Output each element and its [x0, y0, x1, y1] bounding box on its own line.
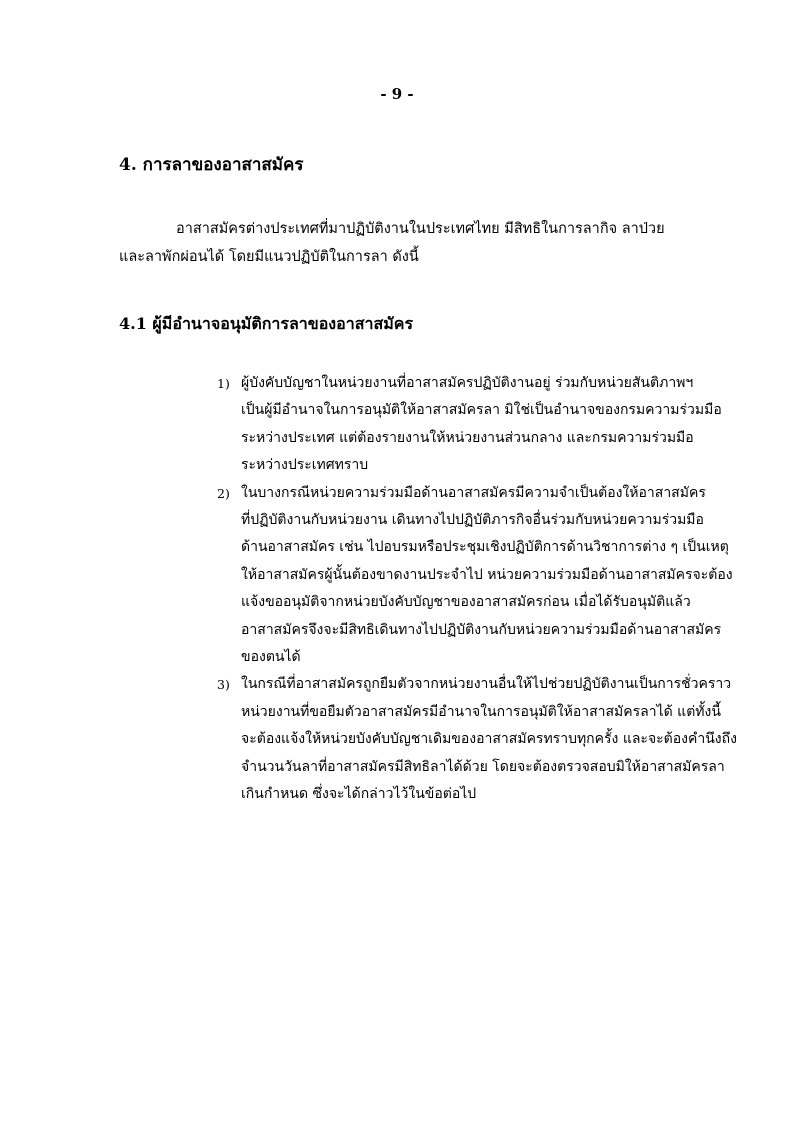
item-line: ระหว่างประเทศ แต่ต้องรายงานให้หน่วยงานส่วนกลาง และกรมความร่วมมือ	[241, 429, 694, 446]
item-line: เป็นผู้มีอำนาจในการอนุมัติให้อาสาสมัครลา มิใช่เป็นอำนาจของกรมความร่วมมือ	[241, 402, 722, 419]
item-line: ในบางกรณีหน่วยความร่วมมือด้านอาสาสมัครมีความจำเป็นต้องให้อาสาสมัคร	[241, 484, 706, 501]
item-line: หน่วยงานที่ขอยืมตัวอาสาสมัครมีอำนาจในการอนุมัติให้อาสาสมัครลาได้ แต่ทั้งนี้	[241, 703, 721, 720]
intro-paragraph	[119, 215, 699, 271]
list-item	[217, 480, 737, 672]
item-line: อาสาสมัครจึงจะมีสิทธิเดินทางไปปฏิบัติงานกับหน่วยความร่วมมือด้านอาสาสมัคร	[241, 621, 722, 638]
item-line: ระหว่างประเทศทราบ	[241, 457, 369, 474]
item-line: ของตนได้	[241, 649, 301, 666]
intro-line: และลาพักผ่อนได้ โดยมีแนวปฏิบัติในการลา ดังนี้	[119, 249, 419, 265]
item-number: 3)	[217, 677, 230, 693]
item-line: ในกรณีที่อาสาสมัครถูกยืมตัวจากหน่วยงานอื่นให้ไปช่วยปฏิบัติงานเป็นการชั่วคราว	[241, 676, 732, 693]
intro-line: อาสาสมัครต่างประเทศที่มาปฏิบัติงานในประเทศไทย มีสิทธิในการลากิจ ลาป่วย	[176, 221, 665, 237]
item-line: จะต้องแจ้งให้หน่วยบังคับบัญชาเดิมของอาสาสมัครทราบทุกครั้ง และจะต้องคำนึงถึง	[241, 731, 737, 748]
item-line: ด้านอาสาสมัคร เช่น ไปอบรมหรือประชุมเชิงปฏิบัติการด้านวิชาการต่าง ๆ เป็นเหตุ	[241, 539, 729, 556]
list-item	[217, 671, 737, 808]
item-line: จำนวนวันลาที่อาสาสมัครมีสิทธิลาได้ด้วย โดยจะต้องตรวจสอบมิให้อาสาสมัครลา	[241, 758, 725, 775]
item-line: เกินกำหนด ซึ่งจะได้กล่าวไว้ในข้อต่อไป	[241, 786, 477, 803]
item-line: ที่ปฏิบัติงานกับหน่วยงาน เดินทางไปปฏิบัติภารกิจอื่นร่วมกับหน่วยความร่วมมือ	[241, 512, 704, 529]
item-number: 2)	[217, 485, 230, 501]
item-number: 1)	[217, 376, 230, 391]
page-number: - 9 -	[380, 85, 414, 103]
subsection-heading: 4.1 ผู้มีอำนาจอนุมัติการลาของอาสาสมัคร	[119, 314, 414, 333]
item-line: ให้อาสาสมัครผู้นั้นต้องขาดงานประจำไป หน่วยความร่วมมือด้านอาสาสมัครจะต้อง	[241, 566, 733, 583]
item-line: แจ้งขออนุมัติจากหน่วยบังคับบัญชาของอาสาสมัครก่อน เมื่อได้รับอนุมัติแล้ว	[241, 594, 691, 611]
numbered-list	[217, 370, 737, 809]
list-item	[217, 370, 737, 480]
item-line: ผู้บังคับบัญชาในหน่วยงานที่อาสาสมัครปฏิบัติงานอยู่ ร่วมกับหน่วยสันติภาพฯ	[241, 375, 694, 391]
section-heading: 4. การลาของอาสาสมัคร	[119, 155, 304, 175]
